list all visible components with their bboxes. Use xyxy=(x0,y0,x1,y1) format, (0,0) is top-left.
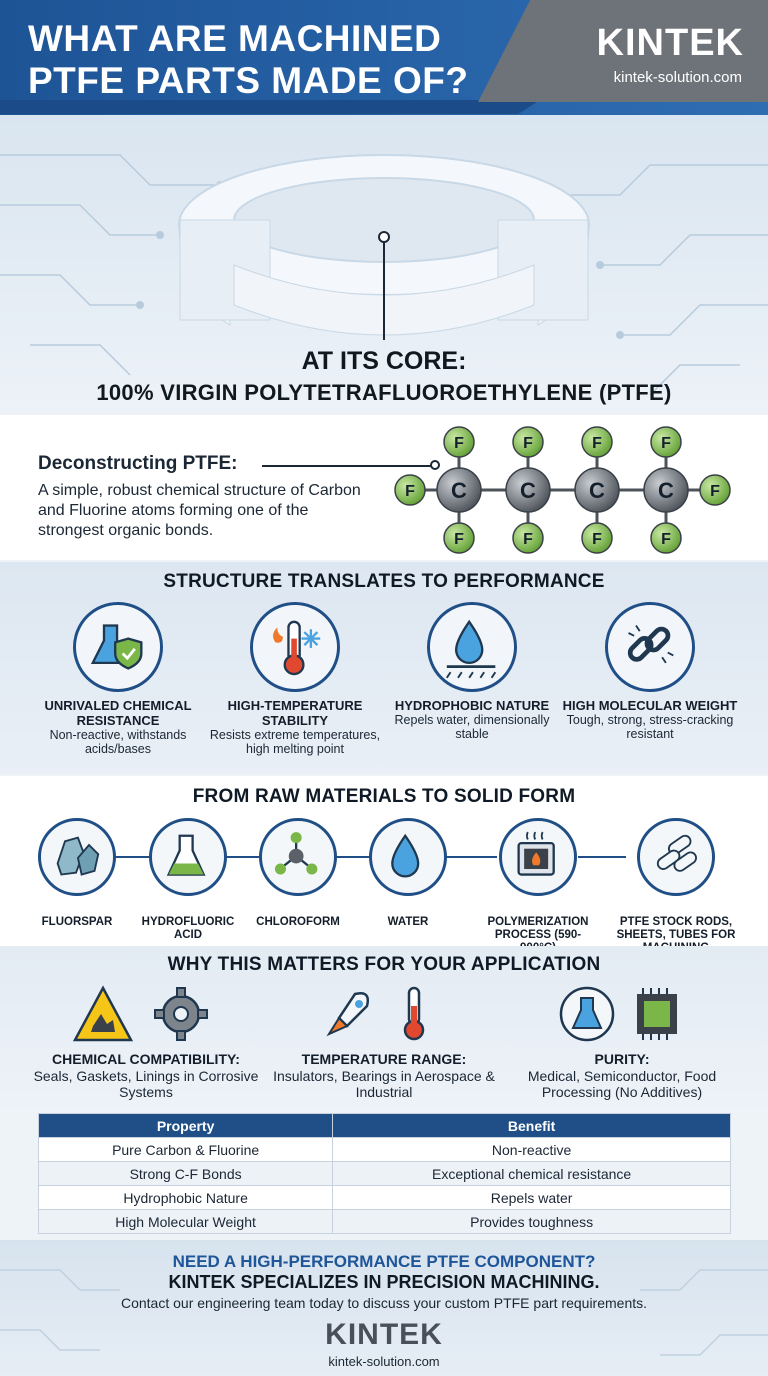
fluorine-atom-label: F xyxy=(523,435,533,452)
core-heading xyxy=(0,345,768,409)
fluorine-atom-label: F xyxy=(710,483,720,500)
raw-item-stock xyxy=(616,818,736,955)
rocket-thermometer-icon xyxy=(309,984,459,1046)
why-label-chemical: CHEMICAL COMPATIBILITY: xyxy=(52,1051,240,1067)
fluorine-atom-label: F xyxy=(592,531,602,548)
fluorine-atom-label: F xyxy=(454,531,464,548)
table-row xyxy=(39,1210,731,1234)
footer-logo: KINTEK xyxy=(325,1318,443,1351)
header-accent xyxy=(0,100,540,114)
fluorine-atom-label: F xyxy=(592,435,602,452)
table-cell: Exceptional chemical resistance xyxy=(333,1162,731,1186)
fluorine-atom-label: F xyxy=(661,531,671,548)
fluorine-atom-label: F xyxy=(661,435,671,452)
thermometer-icon xyxy=(250,602,340,692)
page-title xyxy=(28,18,548,102)
flask-shield-icon xyxy=(73,602,163,692)
raw-item-fluorspar xyxy=(17,818,137,929)
table-cell: High Molecular Weight xyxy=(39,1210,333,1234)
why-item-purity xyxy=(497,984,747,1100)
table-cell: Provides toughness xyxy=(333,1210,731,1234)
raw-label-hydrofluoric-acid: HYDROFLUORIC ACID xyxy=(141,916,235,941)
water-drop-icon xyxy=(369,818,447,896)
application-section xyxy=(0,946,768,1106)
carbon-atom-label: C xyxy=(520,478,536,503)
why-item-chemical xyxy=(21,984,271,1100)
core-heading-line2: 100% VIRGIN POLYTETRAFLUOROETHYLENE (PTFE) xyxy=(96,380,672,405)
why-label-purity: PURITY: xyxy=(594,1051,650,1067)
table-row xyxy=(39,1162,731,1186)
fluorine-atom-label: F xyxy=(454,435,464,452)
footer-subheadline: KINTEK SPECIALIZES IN PRECISION MACHINING. xyxy=(168,1272,600,1292)
ptfe-molecule-diagram xyxy=(390,420,740,555)
perf-desc-hydrophobic: Repels water, dimensionally stable xyxy=(394,713,550,741)
footer-cta xyxy=(0,1240,768,1376)
core-heading-line1: AT ITS CORE: xyxy=(301,347,467,375)
perf-item-chemical xyxy=(28,602,208,756)
flask-icon xyxy=(149,818,227,896)
raw-item-polymerization xyxy=(478,818,598,955)
why-desc-purity: Medical, Semiconductor, Food Processing (No Additives) xyxy=(527,1068,717,1100)
page-title-line2: PTFE PARTS MADE OF? xyxy=(28,60,469,101)
water-drop-icon xyxy=(427,602,517,692)
header-logo: KINTEK xyxy=(596,22,744,64)
performance-section xyxy=(0,562,768,774)
property-benefit-table xyxy=(38,1113,731,1233)
raw-materials-section xyxy=(0,776,768,946)
carbon-atom-label: C xyxy=(589,478,605,503)
table-cell: Hydrophobic Nature xyxy=(39,1186,333,1210)
molecule-icon xyxy=(259,818,337,896)
fluorine-atom-label: F xyxy=(523,531,533,548)
why-item-temperature xyxy=(259,984,509,1100)
table-cell: Pure Carbon & Fluorine xyxy=(39,1138,333,1162)
carbon-atom-label: C xyxy=(451,478,467,503)
carbon-atom-label: C xyxy=(658,478,674,503)
table-row xyxy=(39,1138,731,1162)
fluorine-atom-label: F xyxy=(405,483,415,500)
raw-materials-title: FROM RAW MATERIALS TO SOLID FORM xyxy=(192,786,576,807)
table-header-property: Property xyxy=(39,1114,333,1138)
raw-label-polymerization: POLYMERIZATION PROCESS (590- xyxy=(487,916,589,941)
table-row xyxy=(39,1186,731,1210)
header-url: kintek-solution.com xyxy=(613,69,742,86)
warning-gear-icon xyxy=(71,984,221,1046)
perf-label-hydrophobic: HYDROPHOBIC NATURE xyxy=(394,698,550,713)
rods-icon xyxy=(637,818,715,896)
deconstructing-text: A simple, robust chemical structure of Carbon and Fluorine atoms forming one of the strongest organic bonds. xyxy=(38,482,361,539)
why-desc-chemical: Seals, Gaskets, Linings in Corrosive Systems xyxy=(33,1068,259,1100)
flask-chip-icon xyxy=(547,984,697,1046)
footer-contact-text: Contact our engineering team today to discuss your custom PTFE part requirements. xyxy=(120,1295,648,1311)
furnace-icon xyxy=(499,818,577,896)
perf-item-hydrophobic xyxy=(382,602,562,741)
chain-link-icon xyxy=(605,602,695,692)
deconstructing-title: Deconstructing PTFE: xyxy=(38,453,238,474)
perf-label-molecular: HIGH MOLECULAR WEIGHT xyxy=(562,698,738,713)
perf-item-molecular xyxy=(560,602,740,741)
raw-label-stock: PTFE STOCK RODS, SHEETS, TUBES FOR xyxy=(616,916,736,941)
perf-desc-molecular: Tough, strong, stress-cracking resistant xyxy=(566,713,734,741)
raw-item-chloroform xyxy=(238,818,358,929)
header-banner xyxy=(0,0,768,115)
footer-headline: NEED A HIGH-PERFORMANCE PTFE COMPONENT? xyxy=(172,1252,596,1271)
table-cell: Repels water xyxy=(333,1186,731,1210)
table-cell: Strong C-F Bonds xyxy=(39,1162,333,1186)
perf-desc-chemical: Non-reactive, withstands acids/bases xyxy=(49,728,187,756)
table-header-row xyxy=(39,1114,731,1138)
deconstructing-section xyxy=(0,415,768,560)
perf-label-chemical: UNRIVALED CHEMICAL RESISTANCE xyxy=(44,698,192,728)
why-label-temperature: TEMPERATURE RANGE: xyxy=(301,1051,467,1067)
crystal-icon xyxy=(38,818,116,896)
page-title-line1: WHAT ARE MACHINED xyxy=(28,18,442,59)
raw-item-hydrofluoric-acid xyxy=(128,818,248,942)
performance-title: STRUCTURE TRANSLATES TO PERFORMANCE xyxy=(163,571,605,592)
why-desc-temperature: Insulators, Bearings in Aerospace & Industrial xyxy=(273,1068,495,1100)
raw-label-chloroform: CHLOROFORM xyxy=(256,916,340,928)
application-title: WHY THIS MATTERS FOR YOUR APPLICATION xyxy=(167,954,601,975)
perf-label-temperature: HIGH-TEMPERATURE STABILITY xyxy=(227,698,363,728)
perf-desc-temperature: Resists extreme temperatures, high melting point xyxy=(209,728,381,756)
raw-label-fluorspar: FLUORSPAR xyxy=(41,916,113,928)
raw-item-water xyxy=(348,818,468,929)
table-header-benefit: Benefit xyxy=(333,1114,731,1138)
footer-url[interactable]: kintek-solution.com xyxy=(328,1354,440,1369)
perf-item-temperature xyxy=(205,602,385,756)
raw-label-water: WATER xyxy=(387,916,429,928)
table-cell: Non-reactive xyxy=(333,1138,731,1162)
